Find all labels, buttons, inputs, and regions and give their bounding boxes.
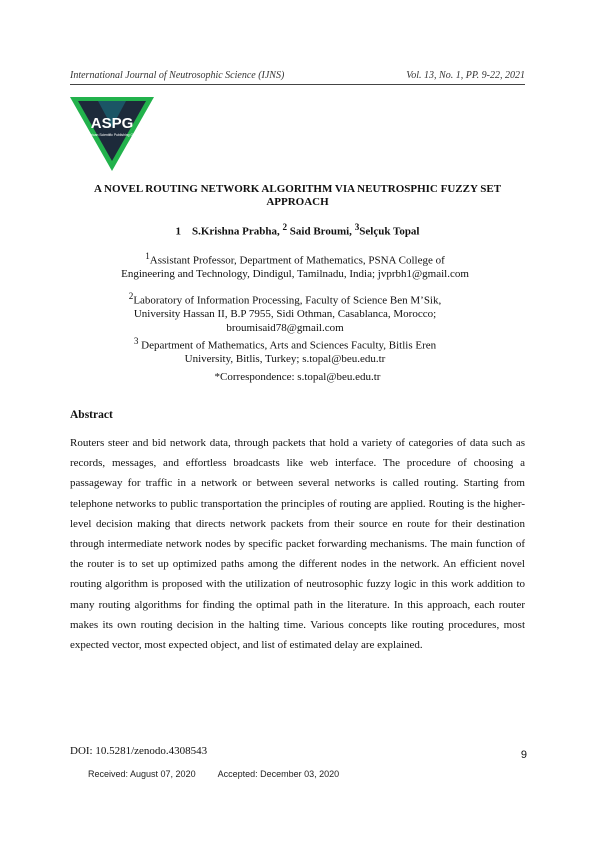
author-1: S.Krishna Prabha, — [191, 225, 283, 238]
author-prefix: 1 — [175, 225, 181, 238]
affiliation-1 — [95, 250, 495, 282]
received-date: Received: August 07, 2020 — [88, 769, 196, 779]
aff2-line-1: Laboratory of Information Processing, Faculty of Science Ben M’Sik, — [133, 294, 442, 307]
aff1-line-1: Assistant Professor, Department of Mathematics, PSNA College of — [149, 254, 445, 267]
abstract-heading: Abstract — [70, 409, 113, 421]
abstract-body: Routers steer and bid network data, through packets that hold a variety of categories of data such as records, messages, and effortless broadcasts like web interface. The procedure of choosing a passageway for traffic in a network or between several networks is called routing. Starting from telephone networks to public transportation the principles of routing are applied. Routing is the higher-level decision making that directs network packets from their source en route for their destination through intermediate network nodes by specific packet forwarding mechanisms. The main function of the router is to set up optimized paths among the different nodes in the network. An efficient novel routing algorithm is proposed with the utilization of neutrosophic fuzzy logic in this work addition to many routing algorithms for finding the optimal path in the literature. In this approach, each router makes its own routing decision in the halting time. Various concepts like routing procedures, most expected vector, most expected object, and list of estimated delay are explained. — [70, 437, 525, 652]
page-number: 9 — [520, 749, 527, 761]
aff2-line-2: University Hassan II, B.P 7955, Sidi Othman, Casablanca, Morocco; — [133, 308, 437, 321]
aff2-sup: 2 — [128, 291, 134, 301]
author-3: Selçuk Topal — [359, 225, 420, 238]
title-line-2: APPROACH — [266, 196, 329, 208]
affiliation-2-3 — [90, 290, 480, 367]
aspg-logo — [70, 97, 154, 171]
journal-name: International Journal of Neutrosophic Science (IJNS) — [70, 70, 285, 81]
paper-title — [70, 183, 525, 209]
author-3-sup: 3 — [354, 222, 360, 232]
logo-text: ASPG — [90, 115, 134, 132]
doi[interactable]: DOI: 10.5281/zenodo.4308543 — [70, 745, 208, 757]
title-line-1: A NOVEL ROUTING NETWORK ALGORITHM VIA NEUTROSPHIC FUZZY SET — [93, 183, 502, 195]
submission-dates — [88, 769, 361, 779]
aff3-sup: 3 — [133, 336, 139, 347]
running-header — [70, 70, 525, 85]
author-list — [70, 222, 525, 238]
correspondence: *Correspondence: s.topal@beu.edu.tr — [214, 371, 381, 383]
aff1-line-2: Engineering and Technology, Dindigul, Tamilnadu, India; jvprbh1@gmail.com — [121, 268, 469, 281]
aff1-sup: 1 — [145, 251, 150, 261]
volume-info: Vol. 13, No. 1, PP. 9-22, 2021 — [406, 70, 525, 81]
author-2: Said Broumi, — [287, 225, 355, 238]
logo-subtext: American Scientific Publishing Group — [84, 133, 140, 137]
aff3-line-1: Department of Mathematics, Arts and Sciences Faculty, Bitlis Eren — [138, 339, 437, 352]
accepted-date: Accepted: December 03, 2020 — [217, 769, 340, 779]
author-2-sup: 2 — [282, 222, 288, 232]
aff3-line-2: University, Bitlis, Turkey; s.topal@beu.edu.tr — [184, 353, 386, 366]
aff2-line-3: broumisaid78@gmail.com — [226, 321, 344, 334]
